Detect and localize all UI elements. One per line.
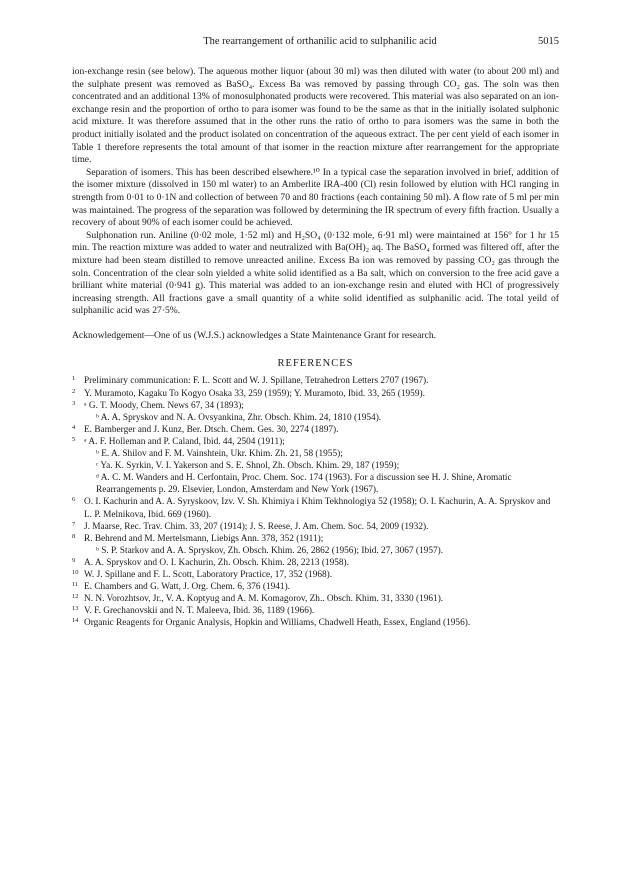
- reference-item: ᵈ A. C. M. Wanders and H. Cerfontain, Proc. Chem. Soc. 174 (1963). For a discussion see H. J. Shine, Aromatic Rearrangements p. 29. Elsevier, London, Amsterdam and New York (1967).: [96, 473, 512, 496]
- acknowledgement: Acknowledgement—One of us (W.J.S.) acknowledges a State Maintenance Grant for research.: [72, 329, 437, 341]
- reference-item: 14 Organic Reagents for Organic Analysis, Hopkin and Williams, Chadwell Heath, Essex, England (1956).: [72, 617, 471, 629]
- reference-item: 13 V. F. Grechanovskii and N. T. Maleeva, Ibid. 36, 1189 (1966).: [72, 605, 315, 617]
- journal-page: [72, 36, 559, 629]
- reference-item: 8 R. Behrend and M. Mertelsmann, Liebigs Ann. 378, 352 (1911);: [72, 532, 324, 544]
- paragraph-sulphonation-run: Sulphonation run. Aniline (0·02 mole, 1·52 ml) and H₂SO₄ (0·132 mole, 6·91 ml) were maintained at 156° for 1 hr 15 min. The reaction mixture was added to water and neutralized with Ba(OH)₂ aq. The BaSO₄ formed was filtered off, after the mixture had been steam distilled to remove unreacted aniline. Excess Ba ion was removed by passing CO₂ gas through the soln. Concentration of the clear soln yielded a white solid identified as a Ba salt, which on conversion to the free acid gave a brilliant white material (0·941 g). This material was added to an ion-exchange resin and eluted with HCl of progressively increasing strength. All fractions gave a small quantity of a white solid identified as sulphanilic acid. The total yeild of sulphanilic acid was 27·5%.: [72, 229, 559, 317]
- reference-item: 11 E. Chambers and G. Watt, J. Org. Chem. 6, 376 (1941).: [72, 581, 290, 593]
- reference-item: 9 A. A. Spryskov and O. I. Kachurin, Zh. Obsch. Khim. 28, 2213 (1958).: [72, 556, 349, 568]
- reference-item: 2 Y. Muramoto, Kagaku To Kogyo Osaka 33, 259 (1959); Y. Muramoto, Ibid. 33, 265 (1959).: [72, 387, 425, 399]
- reference-item: 10 W. J. Spillane and F. L. Scott, Laboratory Practice, 17, 352 (1968).: [72, 568, 333, 580]
- reference-item: ᵇ E. A. Shilov and F. M. Vainshtein, Ukr. Khim. Zh. 21, 58 (1955);: [96, 449, 343, 460]
- body-text: [72, 66, 559, 342]
- paragraph-1: ion-exchange resin (see below). The aqueous mother liquor (about 30 ml) was then diluted with water (to about 200 ml) and the sulphate present was removed as BaSO₄. Excess Ba was removed by passing through CO₂ gas. The soln was then concentrated and an additional 13% of monosulphonated products were recovered. This material was also separated on an ion-exchange resin and the proportion of ortho to para isomer was found to be the same as that in the initially isolated sulphonic acid mixture. It was therefore assumed that in the other runs the ratio of ortho to para isomers was the same in both the product initially isolated and the product isolated on concentration of the aqueous extract. The per cent yield of each isomer in Table 1 therefore represents the total amount of that isomer in the reaction mixture after rearrangement for the appropriate time.: [72, 66, 559, 166]
- paragraph-separation-of-isomers: Separation of isomers. This has been described elsewhere.¹⁰ In a typical case the separation involved in brief, addition of the isomer mixture (dissolved in 150 ml water) to an Amberlite IRA-400 (Cl) resin followed by elution with HCl ranging in strength from 0·01 to 0·1N and collection of between 70 and 80 fractions (each containing 50 ml). A flow rate of 5 ml per min was maintained. The progress of the separation was followed by determining the IR spectrum of every fifth fraction. Usually a recovery of about 90% of each isomer could be achieved.: [72, 166, 559, 229]
- reference-item: 5 ᵃ A. F. Holleman and P. Caland, Ibid. 44, 2504 (1911);: [72, 435, 285, 447]
- reference-item: ᶜ Ya. K. Syrkin, V. I. Yakerson and S. E. Shnol, Zh. Obsch. Khim. 29, 187 (1959);: [96, 461, 400, 472]
- running-title: The rearrangement of orthanilic acid to sulphanilic acid: [203, 36, 437, 47]
- reference-item: ᵇ A. A. Spryskov and N. A. Ovsyankina, Zhr. Obsch. Khim. 24, 1810 (1954).: [96, 412, 382, 423]
- reference-item: 7 J. Maarse, Rec. Trav. Chim. 33, 207 (1914); J. S. Reese, J. Am. Chem. Soc. 54, 2009 (1932).: [72, 520, 429, 532]
- reference-item: 3 ᵃ G. T. Moody, Chem. News 67, 34 (1893);: [72, 399, 244, 411]
- page-number: 5015: [538, 36, 559, 47]
- running-header: [72, 36, 559, 54]
- reference-item: 6 O. I. Kachurin and A. A. Syryskoov, Izv. V. Sh. Khimiya i Khim Tekhnologiya 52 (1958); O. I. Kachurin, A. A. Spryskov and L. P. Melnikova, Ibid. 669 (1960).: [72, 496, 551, 520]
- reference-item: 1 Preliminary communication: F. L. Scott and W. J. Spillane, Tetrahedron Letters 2707 (1967).: [72, 375, 429, 387]
- reference-item: 4 E. Bamberger and J. Kunz, Ber. Dtsch. Chem. Ges. 30, 2274 (1897).: [72, 423, 339, 435]
- references-heading: REFERENCES: [277, 358, 354, 370]
- reference-item: ᵇ S. P. Starkov and A. A. Spryskov, Zh. Obsch. Khim. 26, 2862 (1956); Ibid. 27, 3067 (1957).: [96, 545, 444, 556]
- references-list: [72, 375, 559, 629]
- reference-item: 12 N. N. Vorozhtsov, Jr., V. A. Koptyug and A. M. Komagorov, Zh.. Obsch. Khim. 31, 3330 (1961).: [72, 593, 444, 605]
